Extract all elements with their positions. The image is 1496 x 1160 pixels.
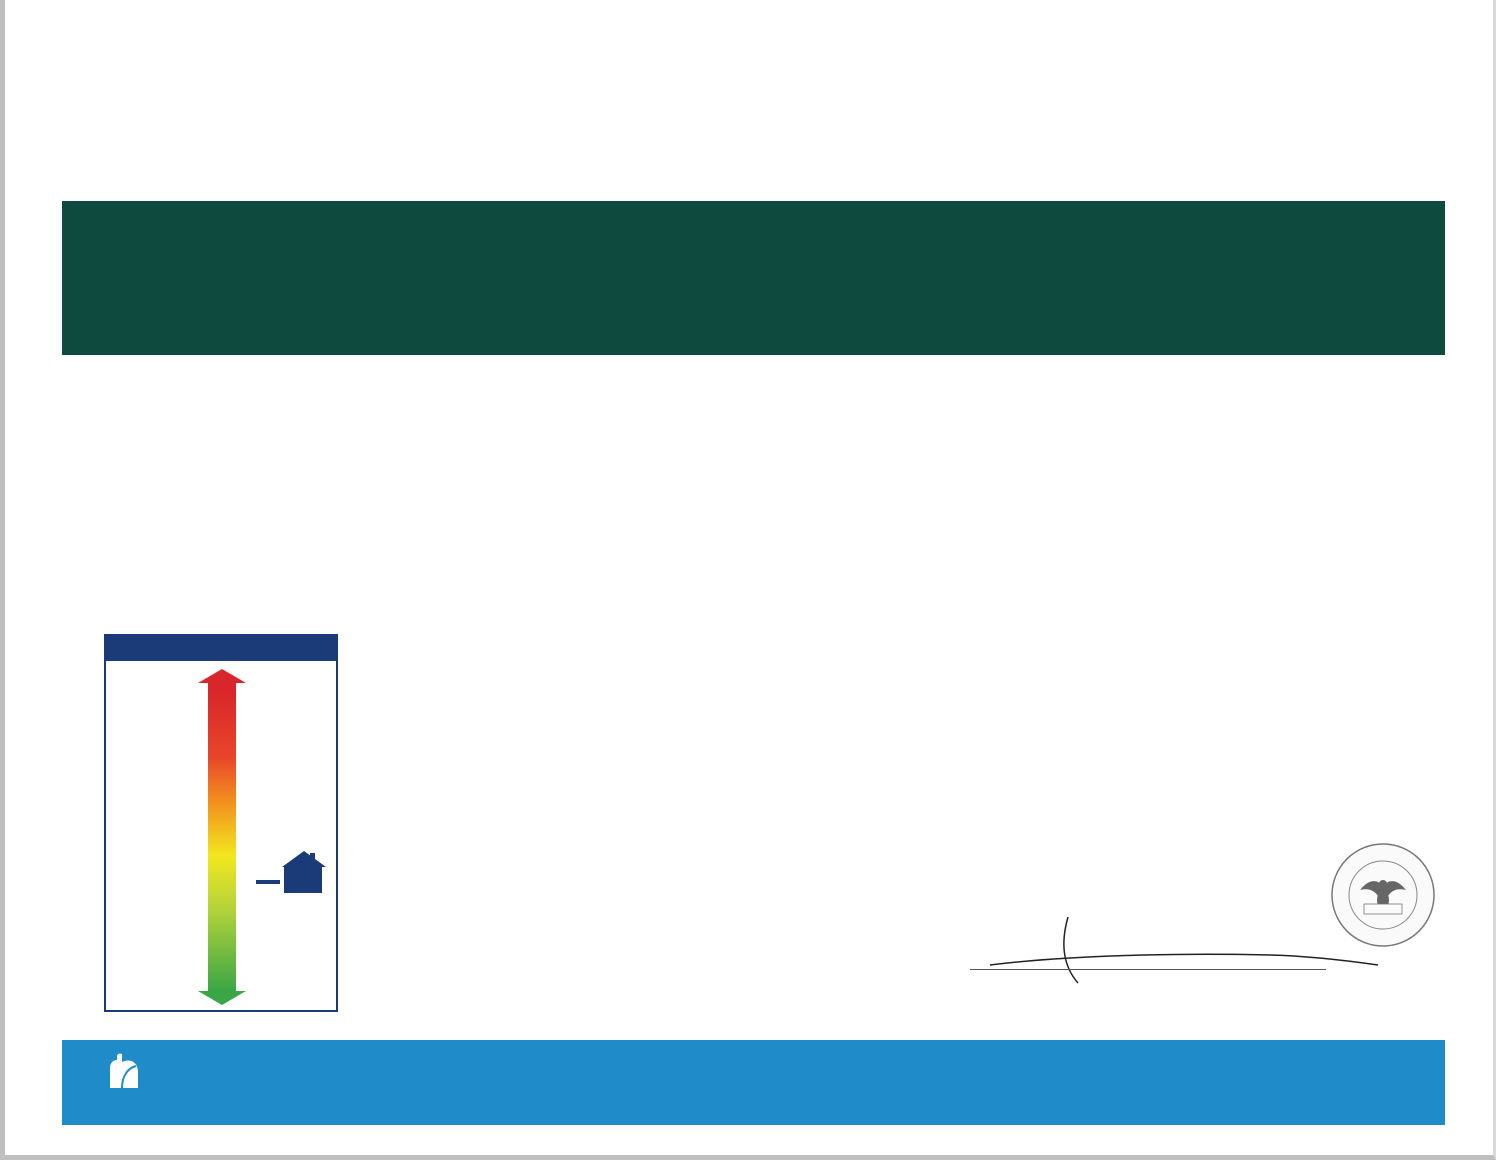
score-banner: [62, 201, 1445, 355]
this-home-marker: [256, 851, 326, 893]
ekotrope-logo-icon: [104, 1052, 144, 1090]
hers-scale-graphic: [106, 661, 336, 1010]
hers-gradient-bar: [208, 691, 236, 991]
less-energy-arrow: [198, 991, 246, 1005]
hers-index-scale: [104, 634, 338, 1012]
signature-image: [980, 905, 1385, 985]
hers-scale-header: [106, 636, 336, 661]
footer-bar: [62, 1040, 1445, 1125]
signature-line: [970, 969, 1326, 970]
more-energy-arrow: [198, 669, 246, 683]
